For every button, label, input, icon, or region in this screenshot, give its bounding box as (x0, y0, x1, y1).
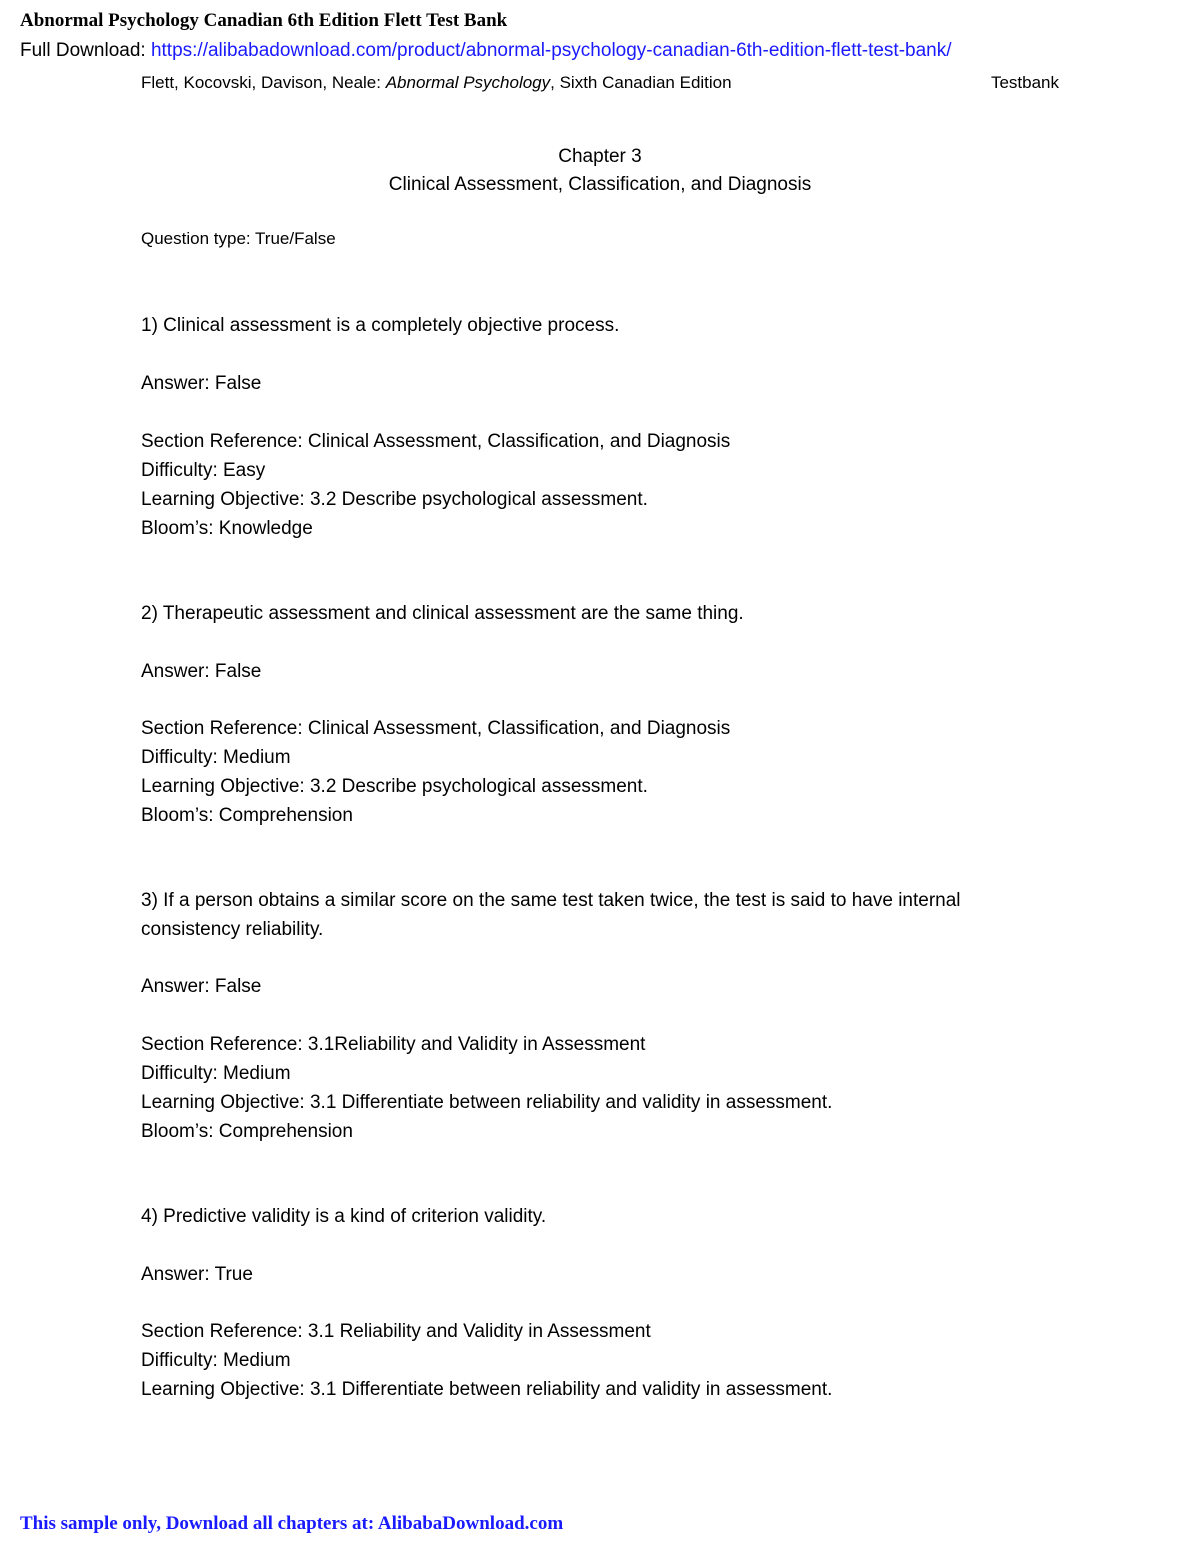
difficulty: Difficulty: Easy (141, 460, 266, 481)
section-reference: Section Reference: Clinical Assessment, Classification, and Diagnosis (141, 718, 731, 739)
question-4-text: 4) Predictive validity is a kind of criterion validity. (141, 1206, 547, 1227)
question-1-meta (141, 427, 1041, 543)
difficulty: Difficulty: Medium (141, 1350, 291, 1371)
blooms-level: Bloom’s: Knowledge (141, 518, 313, 539)
footer-download-note[interactable]: This sample only, Download all chapters at: AlibabaDownload.com (20, 1513, 564, 1534)
chapter-title: Clinical Assessment, Classification, and Diagnosis (388, 174, 812, 195)
learning-objective: Learning Objective: 3.1 Differentiate between reliability and validity in assessment. (141, 1092, 833, 1113)
question-2-text: 2) Therapeutic assessment and clinical assessment are the same thing. (141, 603, 744, 624)
section-reference: Section Reference: 3.1 Reliability and Validity in Assessment (141, 1321, 651, 1342)
running-header-authors: Flett, Kocovski, Davison, Neale: (141, 73, 386, 92)
difficulty: Difficulty: Medium (141, 1063, 291, 1084)
question-3-meta (141, 1030, 1041, 1146)
question-3-text: 3) If a person obtains a similar score on the same test taken twice, the test is said to have internal consistency reliability. (141, 890, 961, 940)
question-1-answer: Answer: False (141, 373, 262, 394)
question-type-label: Question type: True/False (141, 229, 336, 248)
document-title: Abnormal Psychology Canadian 6th Edition Flett Test Bank (20, 10, 508, 31)
running-header-testbank: Testbank (990, 73, 1059, 92)
chapter-heading (0, 143, 1200, 199)
question-2-answer: Answer: False (141, 661, 262, 682)
question-4-answer: Answer: True (141, 1264, 253, 1285)
running-header-edition: , Sixth Canadian Edition (550, 73, 732, 92)
question-4-meta (141, 1317, 1041, 1404)
blooms-level: Bloom’s: Comprehension (141, 805, 353, 826)
running-header-book-title: Abnormal Psychology (385, 73, 551, 92)
learning-objective: Learning Objective: 3.2 Describe psychological assessment. (141, 776, 648, 797)
download-link[interactable]: https://alibabadownload.com/product/abnormal-psychology-canadian-6th-edition-flett-test-bank/ (150, 40, 952, 61)
section-reference: Section Reference: Clinical Assessment, Classification, and Diagnosis (141, 431, 731, 452)
learning-objective: Learning Objective: 3.1 Differentiate between reliability and validity in assessment. (141, 1379, 833, 1400)
question-3-answer: Answer: False (141, 976, 262, 997)
chapter-number: Chapter 3 (558, 146, 642, 167)
section-reference: Section Reference: 3.1Reliability and Validity in Assessment (141, 1034, 646, 1055)
difficulty: Difficulty: Medium (141, 747, 291, 768)
blooms-level: Bloom’s: Comprehension (141, 1121, 353, 1142)
running-header (141, 73, 1059, 93)
download-prefix: Full Download: (20, 40, 151, 61)
download-line (20, 40, 952, 62)
question-2-meta (141, 714, 1041, 830)
learning-objective: Learning Objective: 3.2 Describe psychological assessment. (141, 489, 648, 510)
question-1-text: 1) Clinical assessment is a completely objective process. (141, 315, 620, 336)
